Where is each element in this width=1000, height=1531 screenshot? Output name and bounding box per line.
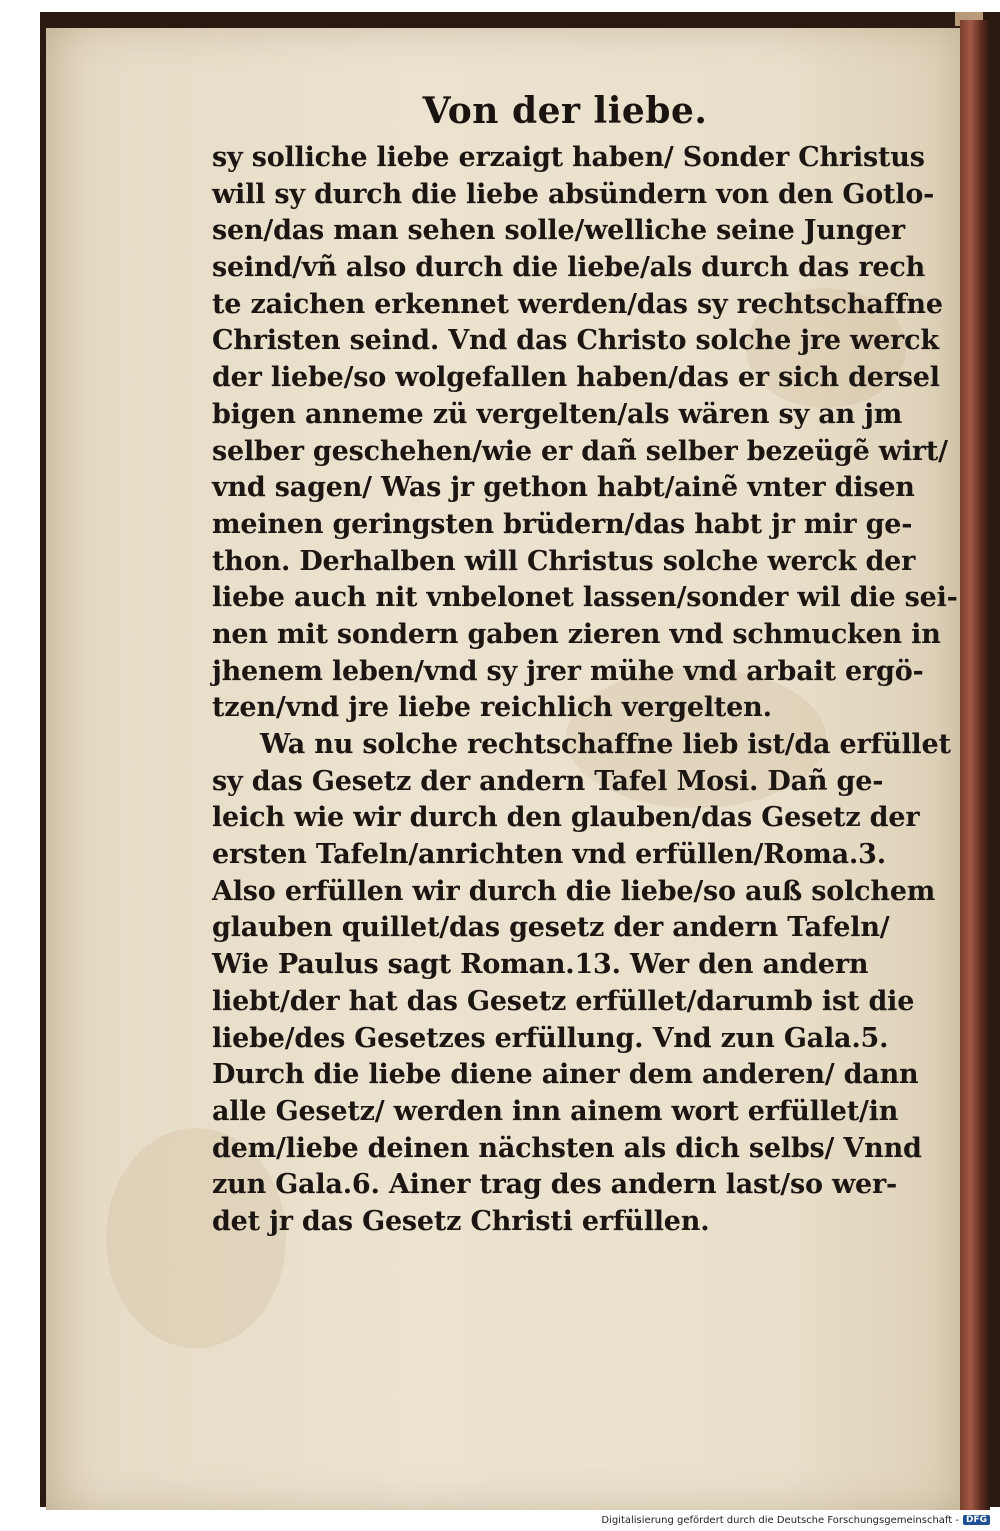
text-line: glauben quillet/das gesetz der andern Tafeln/ [212,912,890,944]
text-line: det jr das Gesetz Christi erfüllen. [212,1205,710,1237]
text-line: Wie Paulus sagt Roman.13. Wer den andern [212,949,869,981]
running-head: Von der liebe. [422,90,708,132]
text-line: will sy durch die liebe absündern von den Gotlo- [212,178,935,210]
text-line: dem/liebe deinen nächsten als dich selbs/ Vnnd [212,1132,922,1164]
text-line: Durch die liebe diene ainer dem anderen/ dann [212,1059,919,1091]
text-line: te zaichen erkennet werden/das sy rechtschaffne [212,288,943,320]
text-line: leich wie wir durch den glauben/das Gesetz der [212,802,920,834]
text-line: tzen/vnd jre liebe reichlich vergelten. [212,692,772,724]
text-block [212,140,958,1241]
text-line: selber geschehen/wie er dañ selber bezeügẽ wirt/ [212,435,948,467]
book-edge [960,20,990,1510]
text-line: liebt/der hat das Gesetz erfüllet/darumb ist die [212,985,915,1017]
text-line: seind/vñ also durch die liebe/als durch das rech [212,252,926,284]
text-line: nen mit sondern gaben zieren vnd schmucken in [212,618,941,650]
text-line: liebe/des Gesetzes erfüllung. Vnd zun Gala.5. [212,1022,889,1054]
dfg-logo: DFG [963,1515,990,1525]
funding-credit: Digitalisierung gefördert durch die Deutsche Forschungsgemeinschaft - [601,1515,959,1526]
text-line: zun Gala.6. Ainer trag des andern last/so wer- [212,1169,898,1201]
text-line: ersten Tafeln/anrichten vnd erfüllen/Roma.3. [212,839,886,871]
text-line: sy das Gesetz der andern Tafel Mosi. Dañ ge- [212,765,884,797]
text-line: thon. Derhalben will Christus solche werck der [212,545,916,577]
text-line: sy solliche liebe erzaigt haben/ Sonder Christus [212,142,925,173]
text-line: der liebe/so wolgefallen haben/das er sich dersel [212,362,940,394]
text-line: sen/das man sehen solle/welliche seine Junger [212,215,905,247]
text-line: meinen geringsten brüdern/das habt jr mir ge- [212,508,913,540]
text-line: Christen seind. Vnd das Christo solche jre werck [212,325,939,357]
text-line: jhenem leben/vnd sy jrer mühe vnd arbait ergö- [212,655,924,687]
text-line-paragraph-start: Wa nu solche rechtschaffne lieb ist/da erfüllet [260,729,951,760]
text-line: alle Gesetz/ werden inn ainem wort erfüllet/in [212,1095,899,1127]
text-line: Also erfüllen wir durch die liebe/so auß solchem [212,875,936,907]
text-line: liebe auch nit vnbelonet lassen/sonder wil die sei- [212,582,958,614]
text-line: bigen anneme zü vergelten/als wären sy an jm [212,398,903,430]
text-line: vnd sagen/ Was jr gethon habt/ainẽ vnter disen [212,472,915,504]
funding-footer [0,1515,990,1526]
